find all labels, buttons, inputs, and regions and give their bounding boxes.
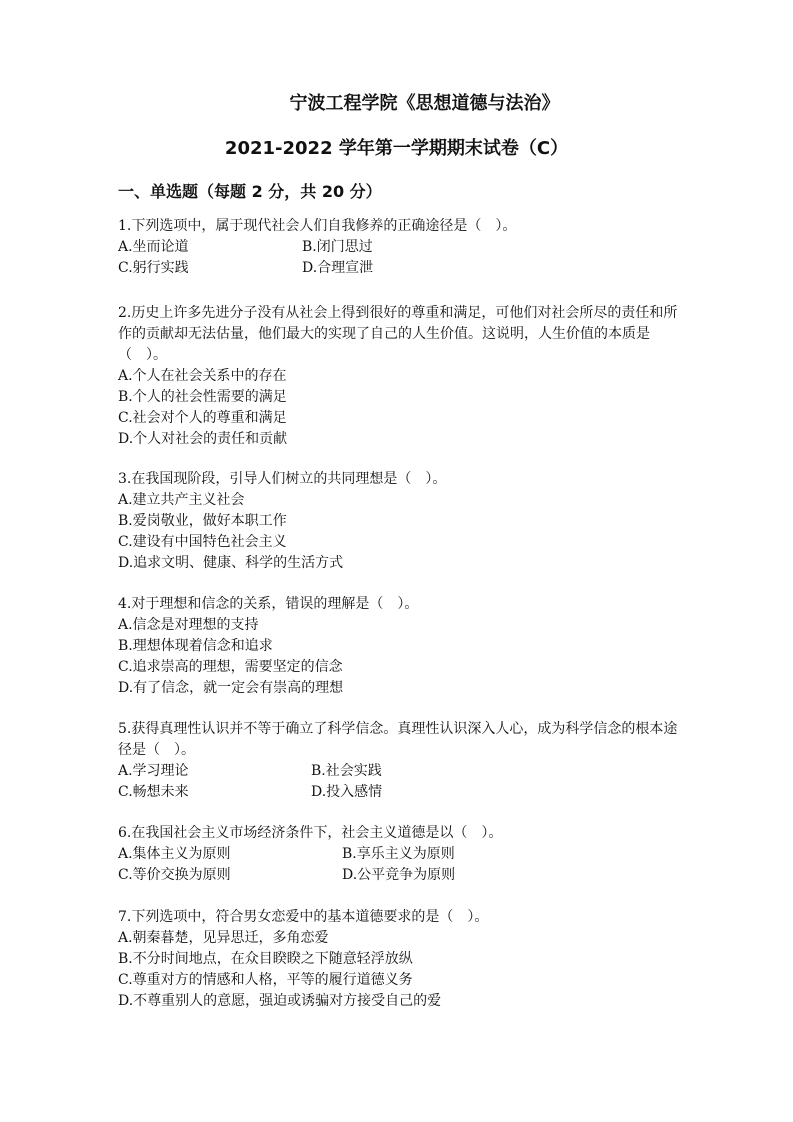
option-c: C.尊重对方的情感和人格，平等的履行道德义务 xyxy=(118,972,413,988)
option-row xyxy=(118,865,678,886)
option-c: C.追求崇高的理想，需要坚定的信念 xyxy=(118,659,343,675)
option-a: A.个人在社会关系中的存在 xyxy=(118,368,287,384)
option-a: A.信念是对理想的支持 xyxy=(118,617,259,633)
option-c: C.等价交换为原则 xyxy=(118,867,231,883)
option-c: C.社会对个人的尊重和满足 xyxy=(118,410,287,426)
option-row xyxy=(118,258,678,279)
option-d: D.追求文明、健康、科学的生活方式 xyxy=(118,555,344,571)
option-a: A.坐而论道 xyxy=(118,239,189,255)
question-stem: 2.历史上许多先进分子没有从社会上得到很好的尊重和满足，可他们对社会所尽的责任和所作的贡献却无法估量，他们最大的实现了自己的人生价值。这说明，人生价值的本质是（ ）。 xyxy=(118,305,678,363)
option-b: B.享乐主义为原则 xyxy=(342,846,455,862)
option-d: D.投入感情 xyxy=(311,784,383,800)
option-b: B.不分时间地点，在众目睽睽之下随意轻浮放纵 xyxy=(118,951,413,967)
option-d: D.个人对社会的责任和贡献 xyxy=(118,431,288,447)
option-b: B.理想体现着信念和追求 xyxy=(118,638,273,654)
option-d: D.不尊重别人的意愿，强迫或诱骗对方接受自己的爱 xyxy=(118,993,442,1009)
option-a: A.朝秦暮楚，见异思迁，多角恋爱 xyxy=(118,930,329,946)
question-stem: 7.下列选项中，符合男女恋爱中的基本道德要求的是（ ）。 xyxy=(118,909,489,925)
exam-title: 宁波工程学院《思想道德与法治》 xyxy=(289,93,560,114)
option-a: A.建立共产主义社会 xyxy=(118,492,245,508)
option-row xyxy=(118,782,678,803)
option-row xyxy=(118,761,678,782)
section-heading: 一、单选题（每题 2 分，共 20 分） xyxy=(118,182,382,201)
option-b: B.社会实践 xyxy=(311,763,382,779)
question-7 xyxy=(118,907,678,1012)
option-c: C.建设有中国特色社会主义 xyxy=(118,534,287,550)
option-b: B.个人的社会性需要的满足 xyxy=(118,389,287,405)
exam-subtitle: 2021-2022 学年第一学期期末试卷（C） xyxy=(224,138,569,159)
question-stem: 1.下列选项中，属于现代社会人们自我修养的正确途径是（ ）。 xyxy=(118,218,517,234)
option-d: D.合理宣泄 xyxy=(302,260,374,276)
option-c: C.躬行实践 xyxy=(118,260,189,276)
option-row xyxy=(118,237,678,258)
question-stem: 5.获得真理性认识并不等于确立了科学信念。真理性认识深入人心，成为科学信念的根本途径是（ ）。 xyxy=(118,721,678,758)
option-b: B.闭门思过 xyxy=(302,239,373,255)
option-row xyxy=(118,844,678,865)
question-4 xyxy=(118,594,678,699)
option-d: D.有了信念，就一定会有崇高的理想 xyxy=(118,680,344,696)
option-c: C.畅想未来 xyxy=(118,784,189,800)
option-a: A.学习理论 xyxy=(118,763,189,779)
question-2 xyxy=(118,303,678,450)
option-b: B.爱岗敬业，做好本职工作 xyxy=(118,513,287,529)
question-1 xyxy=(118,216,678,279)
question-6 xyxy=(118,823,678,886)
question-3 xyxy=(118,469,678,574)
question-stem: 3.在我国现阶段，引导人们树立的共同理想是（ ）。 xyxy=(118,471,447,487)
option-a: A.集体主义为原则 xyxy=(118,846,231,862)
question-stem: 4.对于理想和信念的关系，错误的理解是（ ）。 xyxy=(118,596,419,612)
question-stem: 6.在我国社会主义市场经济条件下，社会主义道德是以（ ）。 xyxy=(118,825,503,841)
option-d: D.公平竞争为原则 xyxy=(342,867,456,883)
question-5 xyxy=(118,719,678,803)
